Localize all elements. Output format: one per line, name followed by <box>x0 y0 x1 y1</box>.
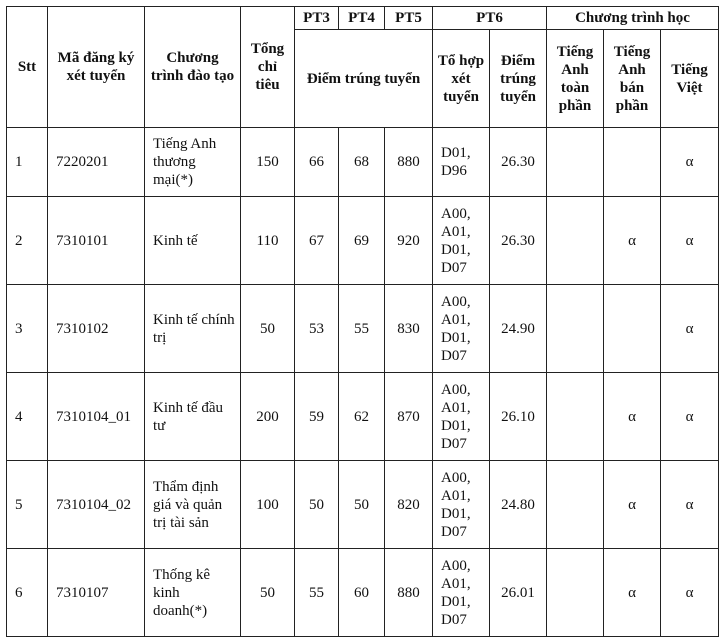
cell-to-hop: A00, A01, D01, D07 <box>433 373 490 461</box>
cell-tong: 150 <box>241 128 295 197</box>
cell-chuong-trinh: Kinh tế đầu tư <box>145 373 241 461</box>
cell-pt4: 62 <box>339 373 385 461</box>
cell-diem: 26.30 <box>490 197 547 285</box>
cell-ta-ban-phan: α <box>604 461 661 549</box>
cell-chuong-trinh: Kinh tế <box>145 197 241 285</box>
header-stt: Stt <box>7 7 48 128</box>
cell-chuong-trinh: Kinh tế chính trị <box>145 285 241 373</box>
cell-ma: 7310104_02 <box>48 461 145 549</box>
cell-ta-ban-phan: α <box>604 197 661 285</box>
cell-tieng-viet: α <box>661 549 719 637</box>
cell-ta-toan-phan <box>547 461 604 549</box>
cell-ma: 7310102 <box>48 285 145 373</box>
cell-tong: 110 <box>241 197 295 285</box>
cell-ta-ban-phan <box>604 128 661 197</box>
header-to-hop: Tổ hợp xét tuyển <box>433 30 490 128</box>
cell-pt3: 59 <box>295 373 339 461</box>
cell-pt3: 55 <box>295 549 339 637</box>
header-pt3: PT3 <box>295 7 339 30</box>
cell-stt: 2 <box>7 197 48 285</box>
cell-stt: 4 <box>7 373 48 461</box>
cell-pt4: 50 <box>339 461 385 549</box>
cell-ma: 7220201 <box>48 128 145 197</box>
header-tieng-anh-toan-phan: Tiếng Anh toàn phần <box>547 30 604 128</box>
cell-chuong-trinh: Tiếng Anh thương mại(*) <box>145 128 241 197</box>
cell-ta-toan-phan <box>547 373 604 461</box>
cell-to-hop: D01, D96 <box>433 128 490 197</box>
cell-ta-ban-phan: α <box>604 373 661 461</box>
header-diem-trung-tuyen: Điểm trúng tuyển <box>295 30 433 128</box>
cell-pt3: 50 <box>295 461 339 549</box>
cell-diem: 26.01 <box>490 549 547 637</box>
cell-pt3: 53 <box>295 285 339 373</box>
admission-table <box>6 6 719 637</box>
cell-ma: 7310107 <box>48 549 145 637</box>
table-row <box>7 128 719 197</box>
cell-ta-ban-phan: α <box>604 549 661 637</box>
cell-ta-toan-phan <box>547 549 604 637</box>
cell-tieng-viet: α <box>661 373 719 461</box>
header-diem-pt6: Điểm trúng tuyển <box>490 30 547 128</box>
cell-ma: 7310104_01 <box>48 373 145 461</box>
table-row <box>7 285 719 373</box>
cell-pt5: 820 <box>385 461 433 549</box>
cell-to-hop: A00, A01, D01, D07 <box>433 197 490 285</box>
cell-to-hop: A00, A01, D01, D07 <box>433 549 490 637</box>
cell-diem: 26.30 <box>490 128 547 197</box>
cell-pt5: 880 <box>385 549 433 637</box>
cell-tong: 100 <box>241 461 295 549</box>
cell-pt4: 55 <box>339 285 385 373</box>
table-row <box>7 373 719 461</box>
header-chuong-trinh-hoc: Chương trình học <box>547 7 719 30</box>
cell-tong: 50 <box>241 285 295 373</box>
cell-pt5: 920 <box>385 197 433 285</box>
header-ma-dang-ky: Mã đăng ký xét tuyển <box>48 7 145 128</box>
header-tong-chi-tieu: Tổng chỉ tiêu <box>241 7 295 128</box>
cell-tieng-viet: α <box>661 197 719 285</box>
cell-chuong-trinh: Thống kê kinh doanh(*) <box>145 549 241 637</box>
cell-tieng-viet: α <box>661 128 719 197</box>
cell-ma: 7310101 <box>48 197 145 285</box>
cell-to-hop: A00, A01, D01, D07 <box>433 461 490 549</box>
header-tieng-anh-ban-phan: Tiếng Anh bán phần <box>604 30 661 128</box>
cell-pt3: 67 <box>295 197 339 285</box>
cell-stt: 6 <box>7 549 48 637</box>
cell-diem: 24.90 <box>490 285 547 373</box>
cell-pt3: 66 <box>295 128 339 197</box>
cell-pt4: 60 <box>339 549 385 637</box>
header-tieng-viet: Tiếng Việt <box>661 30 719 128</box>
cell-tong: 200 <box>241 373 295 461</box>
header-chuong-trinh: Chương trình đào tạo <box>145 7 241 128</box>
cell-stt: 3 <box>7 285 48 373</box>
cell-diem: 24.80 <box>490 461 547 549</box>
table-row <box>7 461 719 549</box>
cell-stt: 5 <box>7 461 48 549</box>
cell-ta-ban-phan <box>604 285 661 373</box>
cell-pt5: 870 <box>385 373 433 461</box>
cell-tieng-viet: α <box>661 285 719 373</box>
cell-tieng-viet: α <box>661 461 719 549</box>
header-pt6: PT6 <box>433 7 547 30</box>
cell-pt5: 880 <box>385 128 433 197</box>
cell-pt4: 68 <box>339 128 385 197</box>
cell-tong: 50 <box>241 549 295 637</box>
cell-pt5: 830 <box>385 285 433 373</box>
cell-ta-toan-phan <box>547 197 604 285</box>
header-pt5: PT5 <box>385 7 433 30</box>
table-row <box>7 197 719 285</box>
cell-ta-toan-phan <box>547 128 604 197</box>
header-pt4: PT4 <box>339 7 385 30</box>
table-row <box>7 549 719 637</box>
cell-chuong-trinh: Thẩm định giá và quản trị tài sản <box>145 461 241 549</box>
cell-to-hop: A00, A01, D01, D07 <box>433 285 490 373</box>
cell-stt: 1 <box>7 128 48 197</box>
cell-pt4: 69 <box>339 197 385 285</box>
cell-diem: 26.10 <box>490 373 547 461</box>
cell-ta-toan-phan <box>547 285 604 373</box>
